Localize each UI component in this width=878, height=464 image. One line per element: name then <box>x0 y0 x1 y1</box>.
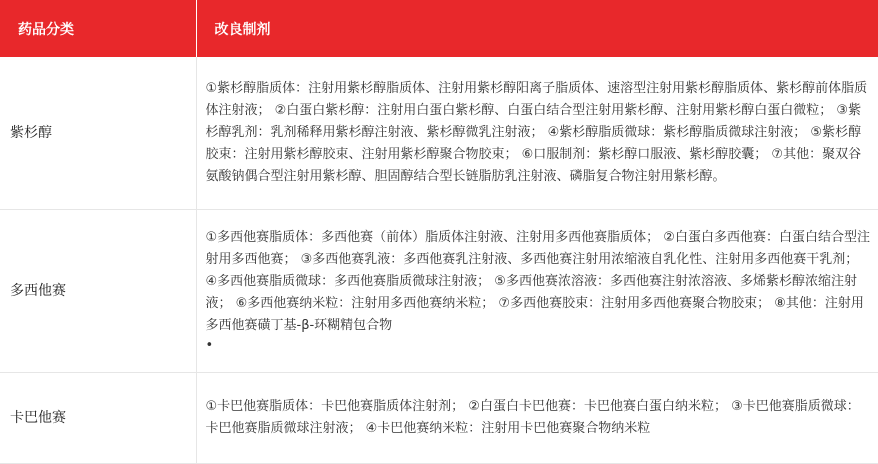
row-drug-name: 多西他赛 <box>0 210 196 373</box>
row-drug-name: 紫杉醇 <box>0 57 196 210</box>
row-formulations: ①紫杉醇脂质体：注射用紫杉醇脂质体、注射用紫杉醇阳离子脂质体、速溶型注射用紫杉醇脂质体、紫杉醇前体脂质体注射液； ②白蛋白紫杉醇：注射用白蛋白紫杉醇、白蛋白结合型注射用紫杉醇、注射用紫杉醇白蛋白微粒； ③紫杉醇乳剂：乳剂稀释用紫杉醇注射液、紫杉醇微乳注射液； ④紫杉醇脂质微球：紫杉醇脂质微球注射液； ⑤紫杉醇胶束：注射用紫杉醇胶束、注射用紫杉醇聚合物胶束； ⑥口服制剂：紫杉醇口服液、紫杉醇胶囊； ⑦其他：聚双谷氨酸钠偶合型注射用紫杉醇、胆固醇结合型长链脂肪乳注射液、磷脂复合物注射用紫杉醇。 <box>196 57 878 210</box>
header-improved-formulation: 改良制剂 <box>196 0 878 57</box>
row-formulations-text: ①多西他赛脂质体：多西他赛（前体）脂质体注射液、注射用多西他赛脂质体； ②白蛋白多西他赛：白蛋白结合型注射用多西他赛； ③多西他赛乳液：多西他赛乳注射液、多西他赛注射用浓缩液自乳化性、注射用多西他赛干乳剂； ④多西他赛脂质微球：多西他赛脂质微球注射液； ⑤多西他赛浓溶液：多西他赛注射浓溶液、多烯紫杉醇浓缩注射液； ⑥多西他赛纳米粒：注射用多西他赛纳米粒； ⑦多西他赛胶束：注射用多西他赛聚合物胶束； ⑧其他：注射用多西他赛磺丁基-β-环糊精包合物 <box>205 230 870 333</box>
row-formulations <box>196 210 878 373</box>
list-bullet: • <box>205 338 214 353</box>
row-formulations: ①卡巴他赛脂质体：卡巴他赛脂质体注射剂； ②白蛋白卡巴他赛：卡巴他赛白蛋白纳米粒； ③卡巴他赛脂质微球：卡巴他赛脂质微球注射液； ④卡巴他赛纳米粒：注射用卡巴他赛聚合物纳米粒 <box>196 373 878 464</box>
row-drug-name: 卡巴他赛 <box>0 373 196 464</box>
table-row <box>0 373 878 464</box>
table-row <box>0 210 878 373</box>
header-drug-category: 药品分类 <box>0 0 196 57</box>
table-header-row <box>0 0 878 57</box>
table-row <box>0 57 878 210</box>
